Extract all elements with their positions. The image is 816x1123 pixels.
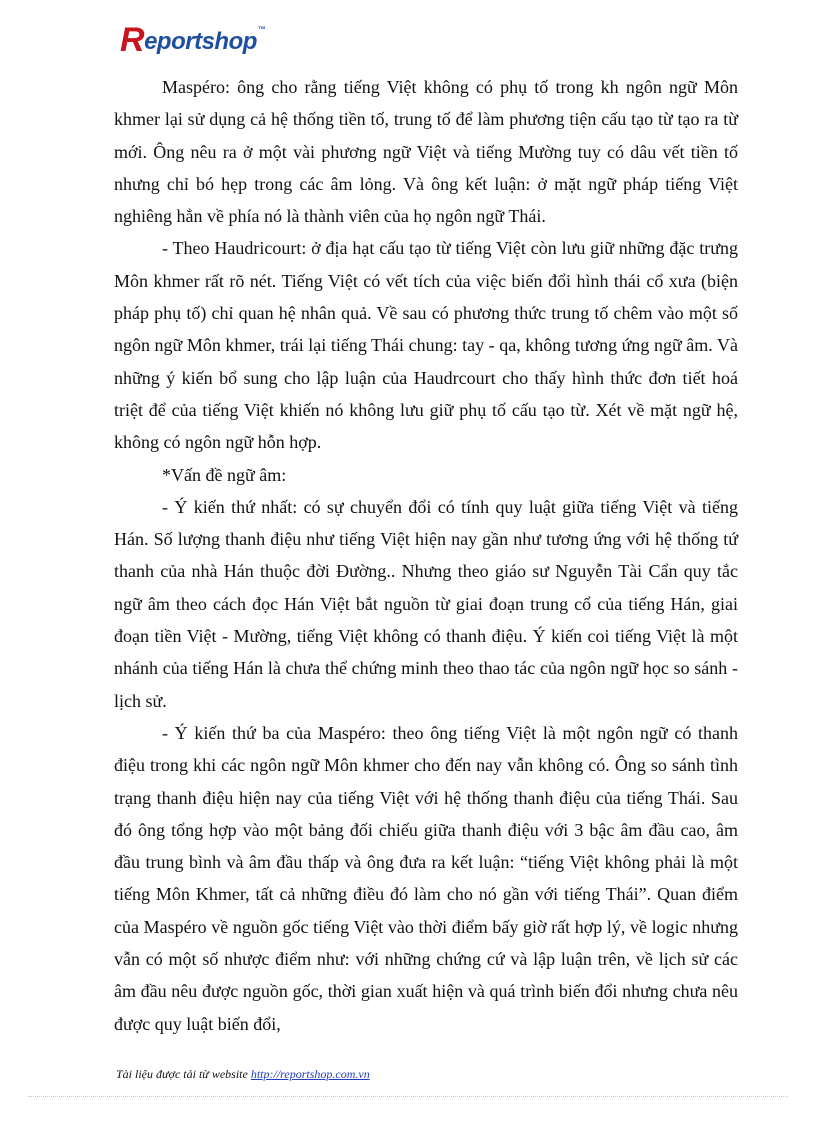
paragraph-maspero: Maspéro: ông cho rằng tiếng Việt không có phụ tố trong kh ngôn ngữ Môn khmer lại sử dụng cả hệ thống tiền tố, trung tố để làm phương tiện cấu tạo từ tạo ra từ mới. Ông nêu ra ở một vài phương ngữ Việt và tiếng Mường tuy có dâu vết tiền tố nhưng chỉ bó hẹp trong các âm lỏng. Và ông kết luận: ở mặt ngữ pháp tiếng Việt nghiêng hẳn về phía nó là thành viên của họ ngôn ngữ Thái. (114, 77, 738, 227)
page-footer (116, 1067, 370, 1082)
footer-text: Tài liệu được tải từ website (116, 1067, 251, 1081)
paragraph-opinion-three: - Ý kiến thứ ba của Maspéro: theo ông tiếng Việt là một ngôn ngữ có thanh điệu trong khi các ngôn ngữ Môn khmer cho đến nay vẫn không có. Ông so sánh tình trạng thanh điệu hiện nay của tiếng Việt với hệ thống thanh điệu của tiếng Thái. Sau đó ông tổng hợp vào một bảng đối chiếu giữa thanh điệu với 3 bậc âm đầu cao, âm đầu trung bình và âm đầu thấp và ông đưa ra kết luận: “tiếng Việt không phải là một tiếng Môn Khmer, tất cả những điều đó làm cho nó gần với tiếng Thái”. Quan điểm của Maspéro về nguồn gốc tiếng Việt vào thời điểm bấy giờ rất hợp lý, về logic nhưng vẫn có một số nhược điểm như: với những chứng cứ và lập luận trên, về lịch sử các âm đầu nêu được nguồn gốc, thời gian xuất hiện và quá trình biến đổi nhưng chưa nêu được quy luật biến đổi, (114, 722, 738, 1034)
paragraph-haudricourt: - Theo Haudricourt: ở địa hạt cấu tạo từ tiếng Việt còn lưu giữ những đặc trưng Môn khmer rất rõ nét. Tiếng Việt có vết tích của việc biến đổi hình thái cổ xưa (biện pháp phụ tố) chỉ quan hệ nhân quả. Về sau có phương thức trung tố chêm vào một số ngôn ngữ Môn khmer, trái lại tiếng Thái chung: tay - qa, không tương ứng ngữ âm. Và những ý kiến bổ sung cho lập luận của Haudrcourt cho thấy hình thức đơn tiết hoá triệt để của tiếng Việt khiến nó không lưu giữ phụ tố cấu tạo từ. Xét về mặt ngữ hệ, không có ngôn ngữ hỗn hợp. (114, 238, 738, 453)
document-body (114, 71, 738, 1040)
footer-link[interactable]: http://reportshop.com.vn (250, 1067, 370, 1081)
section-heading-phonetics: *Vấn đề ngữ âm: (162, 464, 287, 485)
reportshop-logo (120, 20, 265, 60)
paragraph-opinion-one: - Ý kiến thứ nhất: có sự chuyển đổi có tính quy luật giữa tiếng Việt và tiếng Hán. Số lượng thanh điệu như tiếng Việt hiện nay gần như tương ứng với hệ thống tứ thanh của nhà Hán thuộc đời Đường.. Nhưng theo giáo sư Nguyễn Tài Cẩn quy tắc ngữ âm theo cách đọc Hán Việt bắt nguồn từ giai đoạn trung cổ của tiếng Hán, giai đoạn tiền Việt - Mường, tiếng Việt không có thanh điệu. Ý kiến coi tiếng Việt là một nhánh của tiếng Hán là chưa thể chứng minh theo thao tác của ngôn ngữ học so sánh - lịch sử. (114, 496, 738, 711)
logo-initial: R (120, 21, 145, 59)
trademark-mark: ™ (257, 25, 266, 34)
page-bottom-divider (28, 1096, 788, 1097)
logo-wordmark: eportshop (144, 28, 257, 55)
